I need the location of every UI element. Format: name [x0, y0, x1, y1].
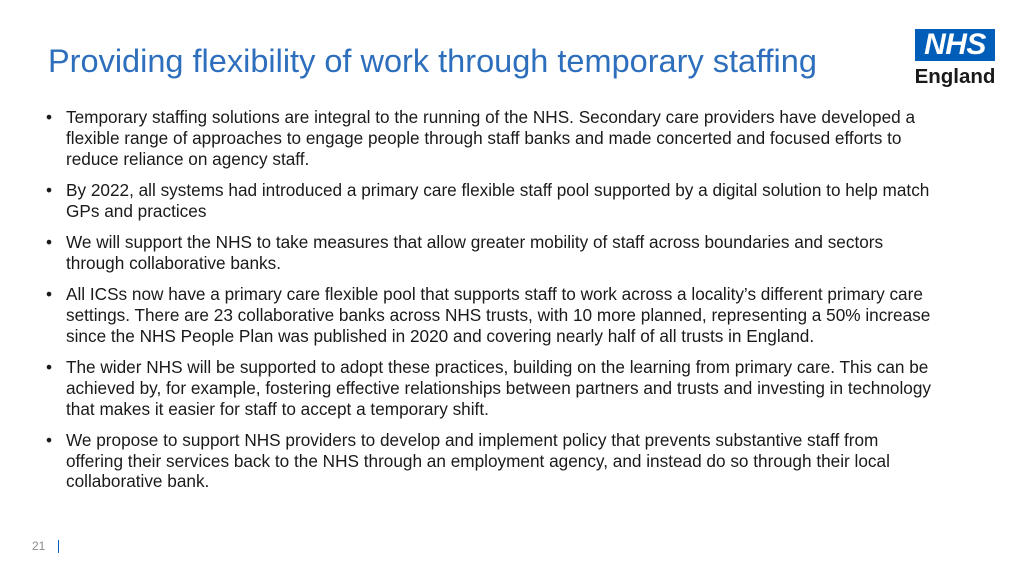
bullet-item: [48, 107, 938, 169]
nhs-logo-subtitle: England: [914, 65, 996, 88]
bullet-marker: •: [46, 231, 53, 252]
bullet-marker: •: [46, 284, 53, 305]
bullet-marker: •: [46, 179, 53, 200]
bullet-item: [48, 180, 938, 222]
bullet-item: [48, 284, 938, 346]
nhs-england-logo: [914, 29, 996, 91]
bullet-item: [48, 357, 938, 419]
bullet-text: The wider NHS will be supported to adopt these practices, building on the learning from primary care. This can be achieved by, for example, fostering effective relationships between partners and trusts and investing in technology that makes it easier for staff to accept a temporary shift.: [66, 356, 931, 419]
bullet-list: [48, 107, 938, 503]
bullet-marker: •: [46, 429, 53, 450]
nhs-logo-mark: NHS: [915, 29, 995, 61]
bullet-text: We will support the NHS to take measures that allow greater mobility of staff across boundaries and sectors through collaborative banks.: [66, 231, 884, 273]
bullet-marker: •: [46, 356, 53, 377]
bullet-text: Temporary staffing solutions are integral to the running of the NHS. Secondary care providers have developed a flexible range of approaches to engage people through staff banks and made concerted and focused efforts to reduce reliance on agency staff.: [66, 107, 916, 169]
footer-divider: [58, 540, 59, 553]
slide-title: Providing flexibility of work through temporary staffing: [48, 43, 817, 79]
bullet-item: [48, 232, 938, 274]
bullet-text: We propose to support NHS providers to develop and implement policy that prevents substantive staff from offering their services back to the NHS through an employment agency, and instead do so through their local collaborative bank.: [66, 429, 890, 492]
page-number: 21: [32, 539, 46, 553]
bullet-text: All ICSs now have a primary care flexible pool that supports staff to work across a locality’s different primary care settings. There are 23 collaborative banks across NHS trusts, with 10 more planned, representing a 50% increase since the NHS People Plan was published in 2020 and covering nearly half of all trusts in England.: [66, 284, 931, 346]
bullet-text: By 2022, all systems had introduced a primary care flexible staff pool supported by a digital solution to help match GPs and practices: [66, 179, 930, 221]
bullet-item: [48, 430, 938, 492]
bullet-marker: •: [46, 107, 53, 127]
